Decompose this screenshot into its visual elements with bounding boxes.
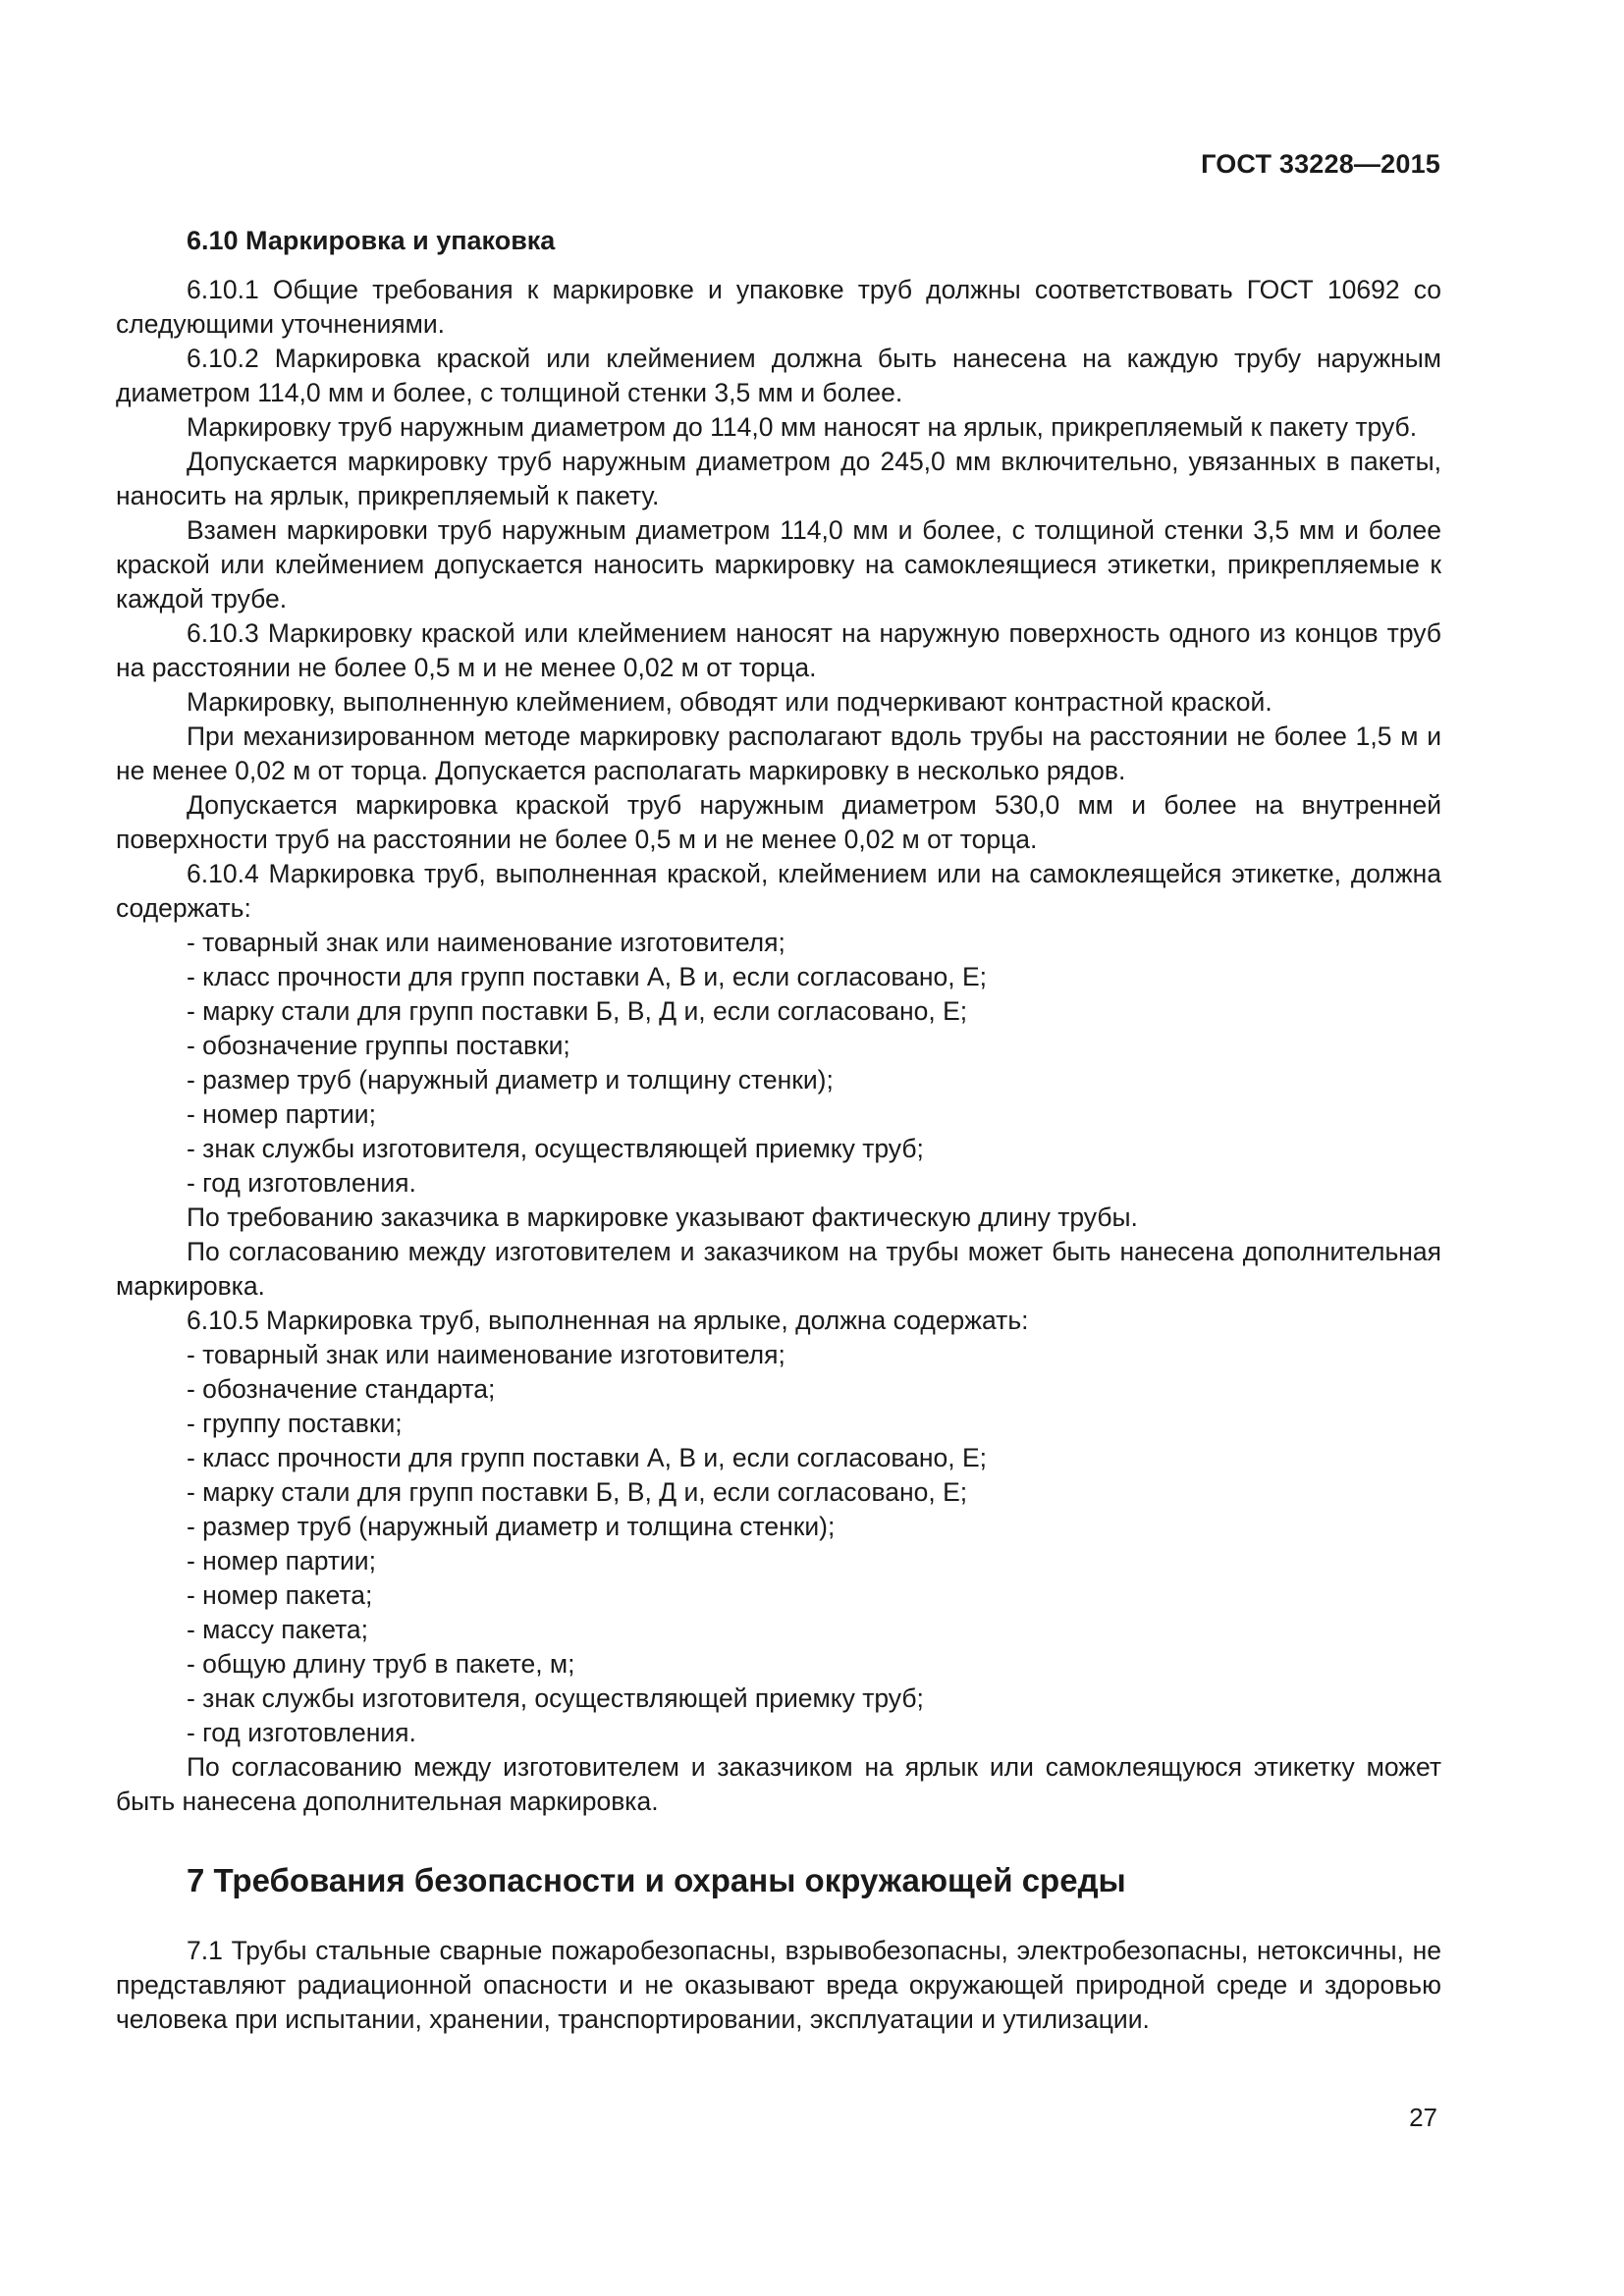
chapter-heading: 7 Требования безопасности и охраны окружающей среды [187, 1862, 1126, 1898]
list-item: - марку стали для групп поставки Б, В, Д и, если согласовано, Е; [187, 1477, 968, 1507]
section-heading: 6.10 Маркировка и упаковка [187, 226, 556, 255]
list-item: - знак службы изготовителя, осуществляющей приемку труб; [187, 1683, 924, 1713]
list-item: - товарный знак или наименование изготовителя; [187, 1340, 785, 1369]
paragraph: 6.10.3 Маркировку краской или клеймением наносят на наружную поверхность одного из концов труб на расстоянии не более 0,5 м и не менее 0,02 м от торца. [116, 618, 1441, 682]
list-item: - номер партии; [187, 1099, 376, 1129]
paragraph: Маркировку труб наружным диаметром до 114,0 мм наносят на ярлык, прикрепляемый к пакету труб. [187, 412, 1418, 442]
paragraph: При механизированном методе маркировку располагают вдоль трубы на расстоянии не более 1,5 м и не менее 0,02 м от торца. Допускается располагать маркировку в несколько рядов. [116, 721, 1441, 785]
paragraph: Допускается маркировка краской труб наружным диаметром 530,0 мм и более на внутренней поверхности труб на расстоянии не более 0,5 м и не менее 0,02 м от торца. [116, 790, 1441, 854]
paragraph: По требованию заказчика в маркировке указывают фактическую длину трубы. [187, 1202, 1138, 1232]
marking-list-6-10-4 [116, 926, 1441, 1201]
paragraph: По согласованию между изготовителем и заказчиком на ярлык или самоклеящуюся этикетку может быть нанесена дополнительная маркировка. [116, 1752, 1441, 1816]
paragraph: Маркировку, выполненную клеймением, обводят или подчеркивают контрастной краской. [187, 687, 1272, 717]
paragraph: 6.10.5 Маркировка труб, выполненная на ярлыке, должна содержать: [187, 1306, 1029, 1335]
page-content [116, 224, 1441, 2037]
list-item: - класс прочности для групп поставки А, В и, если согласовано, Е; [187, 1443, 988, 1472]
list-item: - год изготовления. [187, 1718, 416, 1747]
paragraph: 6.10.1 Общие требования к маркировке и упаковке труб должны соответствовать ГОСТ 10692 со следующими уточнениями. [116, 275, 1441, 339]
paragraph: Взамен маркировки труб наружным диаметром 114,0 мм и более, с толщиной стенки 3,5 мм и более краской или клеймением допускается наносить маркировку на самоклеящиеся этикетки, прикрепляемые к каждой трубе. [116, 515, 1441, 614]
list-item: - номер партии; [187, 1546, 376, 1575]
list-item: - группу поставки; [187, 1409, 403, 1438]
standard-code: ГОСТ 33228—2015 [1201, 149, 1440, 179]
paragraph: 6.10.2 Маркировка краской или клеймением должна быть нанесена на каждую трубу наружным диаметром 114,0 мм и более, с толщиной стенки 3,5 мм и более. [116, 344, 1441, 407]
list-item: - год изготовления. [187, 1168, 416, 1198]
list-item: - номер пакета; [187, 1580, 373, 1610]
list-item: - общую длину труб в пакете, м; [187, 1649, 575, 1679]
label-list-6-10-5 [116, 1338, 1441, 1750]
page-number: 27 [1409, 2103, 1437, 2132]
list-item: - размер труб (наружный диаметр и толщину стенки); [187, 1065, 834, 1095]
paragraph: Допускается маркировку труб наружным диаметром до 245,0 мм включительно, увязанных в пакеты, наносить на ярлык, прикрепляемый к пакету. [116, 447, 1441, 510]
paragraph: 6.10.4 Маркировка труб, выполненная краской, клеймением или на самоклеящейся этикетке, должна содержать: [116, 859, 1441, 923]
list-item: - марку стали для групп поставки Б, В, Д и, если согласовано, Е; [187, 996, 968, 1026]
list-item: - товарный знак или наименование изготовителя; [187, 928, 785, 957]
list-item: - класс прочности для групп поставки А, В и, если согласовано, Е; [187, 962, 988, 991]
list-item: - знак службы изготовителя, осуществляющей приемку труб; [187, 1134, 924, 1163]
paragraph: По согласованию между изготовителем и заказчиком на трубы может быть нанесена дополнительная маркировка. [116, 1237, 1441, 1301]
list-item: - размер труб (наружный диаметр и толщина стенки); [187, 1512, 836, 1541]
paragraph: 7.1 Трубы стальные сварные пожаробезопасны, взрывобезопасны, электробезопасны, нетоксичны, не представляют радиационной опасности и не оказывают вреда окружающей природной среде и здоровью человека при испытании, хранении, транспортировании, эксплуатации и утилизации. [116, 1936, 1441, 2034]
list-item: - массу пакета; [187, 1615, 369, 1644]
list-item: - обозначение стандарта; [187, 1374, 496, 1404]
list-item: - обозначение группы поставки; [187, 1031, 570, 1060]
